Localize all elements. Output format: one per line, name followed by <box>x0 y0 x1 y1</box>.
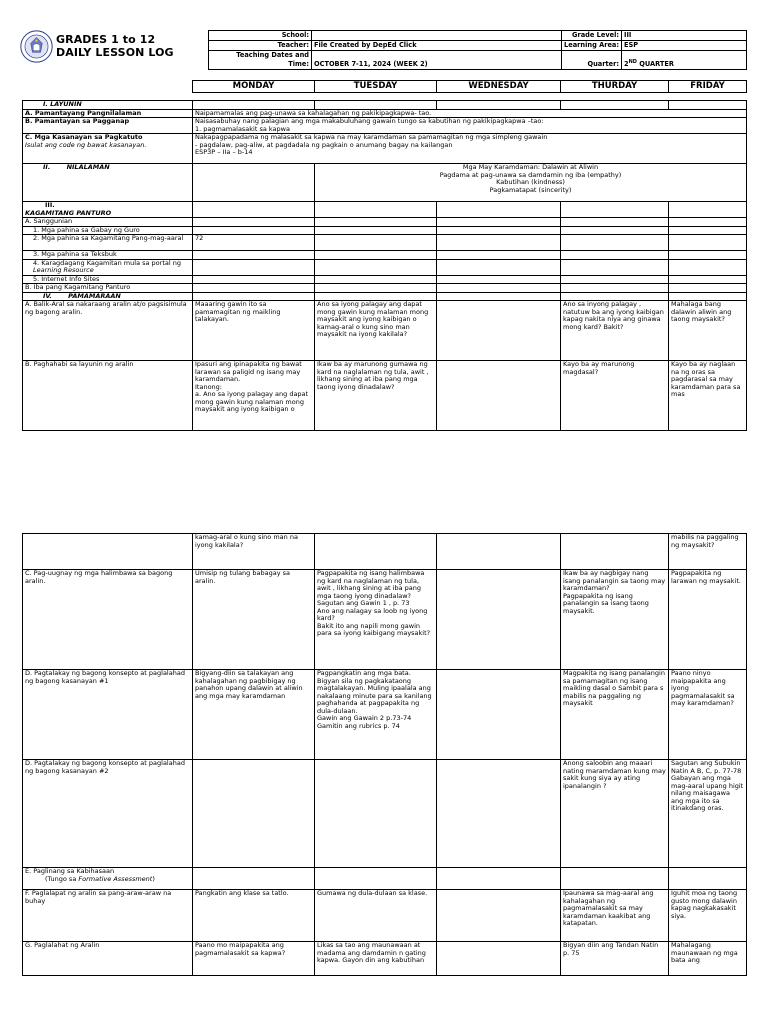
day-monday: MONDAY <box>193 81 315 93</box>
cell <box>437 259 561 275</box>
pag-uugnay-thu-line-2: Pagpapakita ng isang panalangin sa isang taong maysakit. <box>563 591 649 615</box>
cell <box>193 251 315 260</box>
teaching-dates-label <box>209 51 312 70</box>
paghahabi-mon-line-2: Itanong: <box>195 382 222 391</box>
pagtalakay-1-monday: Bigyang-diin sa talakayan ang kahalagahan ng pagbibigay ng panahon upang dalawin at aliwin ang mga may karamdaman <box>193 670 315 760</box>
cell <box>669 226 747 235</box>
pagtalakay-1-thursday: Magpakita ng isang panalangin sa pamamagitan ng isang maikling dasal o Sambit para s mabilis na paggaling ng maysakit <box>561 670 669 760</box>
cell <box>437 235 561 251</box>
cell <box>437 301 561 361</box>
pagtalakay-2-friday: Sagutan ang Subukin Natin A B, C, p. 77-78 Gabayan ang mga mag-aaral upang higit nilang maisagawa ang mga ito sa itinakdang oras. <box>669 760 747 868</box>
lr-text: 4. Karagdagang Kagamitan mula sa portal ng <box>33 259 181 267</box>
cell <box>437 670 561 760</box>
cell <box>669 275 747 284</box>
cell <box>561 226 669 235</box>
cell <box>437 361 561 431</box>
pamantayang-pangnilalaman-value: Naipamamalas ang pag-unawa sa kahalagahan ng pakikipagkapwa- tao. <box>193 109 747 118</box>
gabay-ng-guro-label: 1. Mga pahina sa Gabay ng Guro <box>23 226 193 235</box>
learning-resource-label <box>23 259 193 275</box>
paglinang-line-1: E. Paglinang sa Kabihasaan <box>25 867 115 875</box>
cell <box>669 284 747 293</box>
cell <box>437 202 561 218</box>
lesson-plan-table-part2 <box>22 533 747 976</box>
cell <box>315 218 437 227</box>
balik-aral-friday: Mahalaga bang dalawin aliwin ang taong maysakit? <box>669 301 747 361</box>
cell <box>193 760 315 868</box>
paghahabi-mon-line-3: a. Ano sa iyong palagay ang dapat mong gawin kung nalaman mong maysakit ang iyong kaibigan o <box>195 390 309 413</box>
grade-level-label: Grade Level: <box>562 31 622 41</box>
cell <box>437 226 561 235</box>
cell <box>315 275 437 284</box>
nilalaman-num: II. <box>43 163 51 171</box>
cell <box>561 868 669 890</box>
cell <box>669 292 747 301</box>
cell <box>561 259 669 275</box>
cell <box>315 259 437 275</box>
cell <box>437 942 561 976</box>
paghahabi-tuesday: Ikaw ba ay marunong gumawa ng kard na naglalaman ng tula, awit , likhang sining at iba pang mga taong iyong dinadalaw? <box>315 361 437 431</box>
deped-seal-icon <box>20 30 53 63</box>
cell <box>437 275 561 284</box>
fa-open: (Tungo sa <box>45 874 79 883</box>
cell <box>193 164 315 202</box>
balik-aral-label: A. Balik-Aral sa nakaraang aralin at/o pagsisimula ng bagong aralin. <box>23 301 193 361</box>
paghahabi-friday: Kayo ba ay naglaan na ng oras sa pagdarasal sa may karamdaman para sa mas <box>669 361 747 431</box>
kagamitan-title: KAGAMITANG PANTURO <box>25 208 112 217</box>
cell <box>437 251 561 260</box>
day-wednesday: WEDNESDAY <box>437 81 561 93</box>
cell <box>669 101 747 110</box>
cell <box>561 235 669 251</box>
cell <box>193 259 315 275</box>
cell <box>315 235 437 251</box>
cell <box>193 868 315 890</box>
day-friday: FRIDAY <box>669 81 747 93</box>
school-label: School: <box>209 31 312 41</box>
cell <box>669 202 747 218</box>
cell <box>561 284 669 293</box>
cell <box>193 226 315 235</box>
cell <box>193 218 315 227</box>
kasanayan-subtitle: Isulat ang code ng bawat kasanayan. <box>25 140 147 149</box>
nilalaman-value <box>315 164 747 202</box>
balik-aral-tuesday: Ano sa iyong palagay ang dapat mong gawin kung malaman mong maysakit ang iyong kaibigan o kamag-aral o kung sino man maysakit na iyong kakilala? <box>315 301 437 361</box>
cell <box>437 292 561 301</box>
pag-uugnay-tue-line-2: Sagutan ang Gawin 1 , p. 73 <box>317 599 410 607</box>
pag-uugnay-tue-line-4: Bakit ito ang napili mong gawin para sa iyong kaibigang maysakit? <box>317 621 431 637</box>
cell <box>437 890 561 942</box>
paghahabi-friday-cont: mabilis na paggaling ng maysakit? <box>669 534 747 570</box>
cell <box>315 534 437 570</box>
cell <box>193 292 315 301</box>
kasanayan-value <box>193 134 747 164</box>
paghahabi-label: B. Paghahabi sa layunin ng aralin <box>23 361 193 431</box>
pag-uugnay-friday: Pagpapakita ng larawan ng maysakit. <box>669 570 747 670</box>
quarter-number: 2 <box>624 60 629 68</box>
title-line-1: GRADES 1 to 12 <box>56 33 156 46</box>
document-title <box>56 33 174 59</box>
cell <box>437 101 561 110</box>
nilalaman-title: NILALAMAN <box>66 163 110 171</box>
pag-uugnay-tue-line-3: Ano ang nalagay sa loob ng iyong kard? <box>317 606 428 622</box>
kagamitang-pang-mag-aaral-label: 2. Mga pahina sa Kagamitang Pang-mag-aaral <box>23 235 193 251</box>
pamamaraan-title: PAMAMARAAN <box>68 292 121 300</box>
pagtalakay-1-friday: Paano ninyo maipapakita ang iyong pagmamalasakit sa may karamdaman? <box>669 670 747 760</box>
paglalahat-monday: Paano mo maipapakita ang pagmamalasakit sa kapwa? <box>193 942 315 976</box>
cell <box>437 534 561 570</box>
paglinang-label <box>23 868 193 890</box>
cell <box>561 218 669 227</box>
paghahabi-mon-line-1: Ipasuri ang ipinapakita ng bawat larawan sa paligid ng isang may karamdaman. <box>195 360 302 383</box>
kasanayan-code: ESP3P – IIa – b-14 <box>195 148 253 156</box>
kagamitan-label <box>23 202 193 218</box>
paghahabi-monday <box>193 361 315 431</box>
layunin-heading: I. LAYUNIN <box>23 101 193 110</box>
school-value <box>312 31 562 41</box>
cell <box>315 760 437 868</box>
kasanayan-line-1: Nakapagpapadama ng malasakit sa kapwa na may karamdaman sa pamamagitan ng mga simpleng gawain <box>195 133 548 141</box>
quarter-label: Quarter: <box>562 51 622 70</box>
pag-uugnay-thursday <box>561 570 669 670</box>
weekday-header <box>192 80 747 93</box>
paglalahat-tuesday: Likas sa tao ang maunawaan at madama ang damdamin n gating kapwa. Gayon din ang kabutihan <box>315 942 437 976</box>
pag-uugnay-monday: Umisip ng tulang babagay sa aralin. <box>193 570 315 670</box>
fa-italic: Formative Assessment <box>78 874 153 883</box>
pagtalakay-1-tue-line-1: Pagpangkatin ang mga bata. Bigyan sila ng pagkakataong magtalakayan. Muling ipaalala ang nakalaang minute para sa kanilang paghahanda at pagpapakita ng dula-dulaan. <box>317 669 432 715</box>
paglalapat-label: F. Paglalapat ng aralin sa pang-araw-araw na buhay <box>23 890 193 942</box>
cell <box>561 534 669 570</box>
fa-close: ) <box>152 874 155 883</box>
kagamitan-num: III. <box>45 201 55 209</box>
time-label-line: Time: <box>288 60 309 68</box>
cell <box>315 251 437 260</box>
paghahabi-thursday: Kayo ba ay marunong magdasal? <box>561 361 669 431</box>
cell <box>315 292 437 301</box>
day-thursday: THURDAY <box>561 81 669 93</box>
pamantayan-sa-pagganap-value <box>193 118 747 134</box>
cell <box>315 101 437 110</box>
grade-level-value: III <box>622 31 747 41</box>
cell <box>669 251 747 260</box>
paglalapat-tuesday: Gumawa ng dula-dulaan sa klase. <box>315 890 437 942</box>
kasanayan-line-2: - pagdalaw, pag-aliw, at pagdadala ng pagkain o anumang bagay na kailangan <box>195 140 453 149</box>
quarter-text: QUARTER <box>636 60 674 68</box>
cell <box>315 226 437 235</box>
cell <box>437 868 561 890</box>
paglalapat-monday: Pangkatin ang klase sa tatlo. <box>193 890 315 942</box>
cell <box>561 101 669 110</box>
nilalaman-line-2: Pagdama at pag-unawa sa damdamin ng iba (empathy) <box>439 170 622 179</box>
sanggunian-label: A. Sanggunian <box>23 218 193 227</box>
teacher-label: Teacher: <box>209 41 312 51</box>
teksbuk-label: 3. Mga pahina sa Teksbuk <box>23 251 193 260</box>
quarter-value <box>622 51 747 70</box>
lesson-plan-table-part1 <box>22 100 747 431</box>
nilalaman-line-3: Kabutihan (kindness) <box>496 178 565 186</box>
cell <box>193 275 315 284</box>
paglalahat-thursday: Bigyan diin ang Tandan Natin p. 75 <box>561 942 669 976</box>
nilalaman-line-1: Mga May Karamdaman: Dalawin at Aliwin <box>462 163 599 171</box>
cell <box>669 259 747 275</box>
paghahabi-monday-cont: kamag-aral o kung sino man na iyong kakilala? <box>193 534 315 570</box>
pagtalakay-1-tue-line-3: Gamitin ang rubrics p. 74 <box>317 721 400 730</box>
pag-uugnay-label: C. Pag-uugnay ng mga halimbawa sa bagong aralin. <box>23 570 193 670</box>
cell <box>669 235 747 251</box>
paglalapat-thursday: Ipaunawa sa mag-aaral ang kahalagahan ng pagmamalasakit sa may karamdaman kaakibat ang katapatan. <box>561 890 669 942</box>
pagtalakay-1-label: D. Pagtalakay ng bagong konsepto at paglalahad ng bagong kasanayan #1 <box>23 670 193 760</box>
cell <box>437 760 561 868</box>
cell <box>561 292 669 301</box>
cell <box>193 284 315 293</box>
paglalapat-friday: Iguhit moa ng taong gusto mong dalawin kapag nagkakasakit siya. <box>669 890 747 942</box>
cell <box>561 275 669 284</box>
iba-pang-kagamitan-label: B. Iba pang Kagamitang Panturo <box>23 284 193 293</box>
title-line-2: DAILY LESSON LOG <box>56 46 174 59</box>
paglinang-line-2 <box>25 876 190 884</box>
dates-label-line: Teaching Dates and <box>236 51 309 59</box>
pamamaraan-label <box>23 292 193 301</box>
cell <box>315 868 437 890</box>
day-tuesday: TUESDAY <box>315 81 437 93</box>
teaching-dates-value: OCTOBER 7-11, 2024 (WEEK 2) <box>312 51 562 70</box>
cell <box>561 251 669 260</box>
pagtalakay-1-tuesday <box>315 670 437 760</box>
paglalahat-friday: Mahalagang maunawaan ng mga bata ang <box>669 942 747 976</box>
pagtalakay-2-label: D. Pagtalakay ng bagong konsepto at paglalahad ng bagong kasanayan #2 <box>23 760 193 868</box>
pag-uugnay-tue-line-1: Pagpapakita ng isang halimbawa ng kard na naglalaman ng tula, awit , likhang sining at iba pang mga taong iyong dinadalaw? <box>317 569 425 600</box>
cell <box>669 868 747 890</box>
balik-aral-thursday: Ano sa inyong palagay , natutuw ba ang iyong kaibigan kapag nakita niya ang ginawa mong kard? Bakit? <box>561 301 669 361</box>
kasanayan-title: C. Mga Kasanayan sa Pagkatuto <box>25 133 143 141</box>
cell <box>437 218 561 227</box>
learning-area-value: ESP <box>622 41 747 51</box>
cell <box>23 534 193 570</box>
cell <box>437 570 561 670</box>
quarter-suffix: ND <box>628 58 637 65</box>
pag-uugnay-tuesday <box>315 570 437 670</box>
pagganap-line-1: Naisasabuhay nang palagian ang mga makabuluhang gawain tungo sa kabutihan ng pakikipagkapwa –tao: <box>195 117 544 125</box>
internet-info-label: 5. Internet Info Sites <box>23 275 193 284</box>
cell <box>315 284 437 293</box>
learning-area-label: Learning Area: <box>562 41 622 51</box>
pagtalakay-1-tue-line-2: Gawin ang Gawain 2 p.73-74 <box>317 714 412 722</box>
cell <box>315 202 437 218</box>
pamantayang-pangnilalaman-label: A. Pamantayang Pangnilalaman <box>23 109 193 118</box>
pag-uugnay-thu-line-1: Ikaw ba ay nagbigay nang isang panalangin sa taong may karamdaman? <box>563 569 666 592</box>
cell <box>669 218 747 227</box>
balik-aral-monday: Maaaring gawin ito sa pamamagitan ng maikling talakayan. <box>193 301 315 361</box>
cell <box>561 202 669 218</box>
kagamitang-pang-mag-aaral-value: 72 <box>193 235 315 251</box>
lr-italic: Learning Resource <box>33 266 94 274</box>
pagtalakay-2-thursday: Anong saloobin ang maaari nating maramdaman kung may sakit kung siya ay ating ipanalangin ? <box>561 760 669 868</box>
nilalaman-label <box>23 164 193 202</box>
cell <box>193 202 315 218</box>
header-info-table <box>208 30 747 70</box>
nilalaman-line-4: Pagkamatapat (sincerity) <box>489 185 572 194</box>
pagganap-line-2: 1. pagmamalasakit sa kapwa <box>195 124 290 133</box>
paglalahat-label: G. Paglalahat ng Aralin <box>23 942 193 976</box>
kasanayan-label <box>23 134 193 164</box>
teacher-value: File Created by DepEd Click <box>312 41 562 51</box>
pamantayan-sa-pagganap-label: B. Pamantayan sa Pagganap <box>23 118 193 134</box>
cell <box>193 101 315 110</box>
cell <box>437 284 561 293</box>
pamamaraan-num: IV. <box>43 292 52 300</box>
